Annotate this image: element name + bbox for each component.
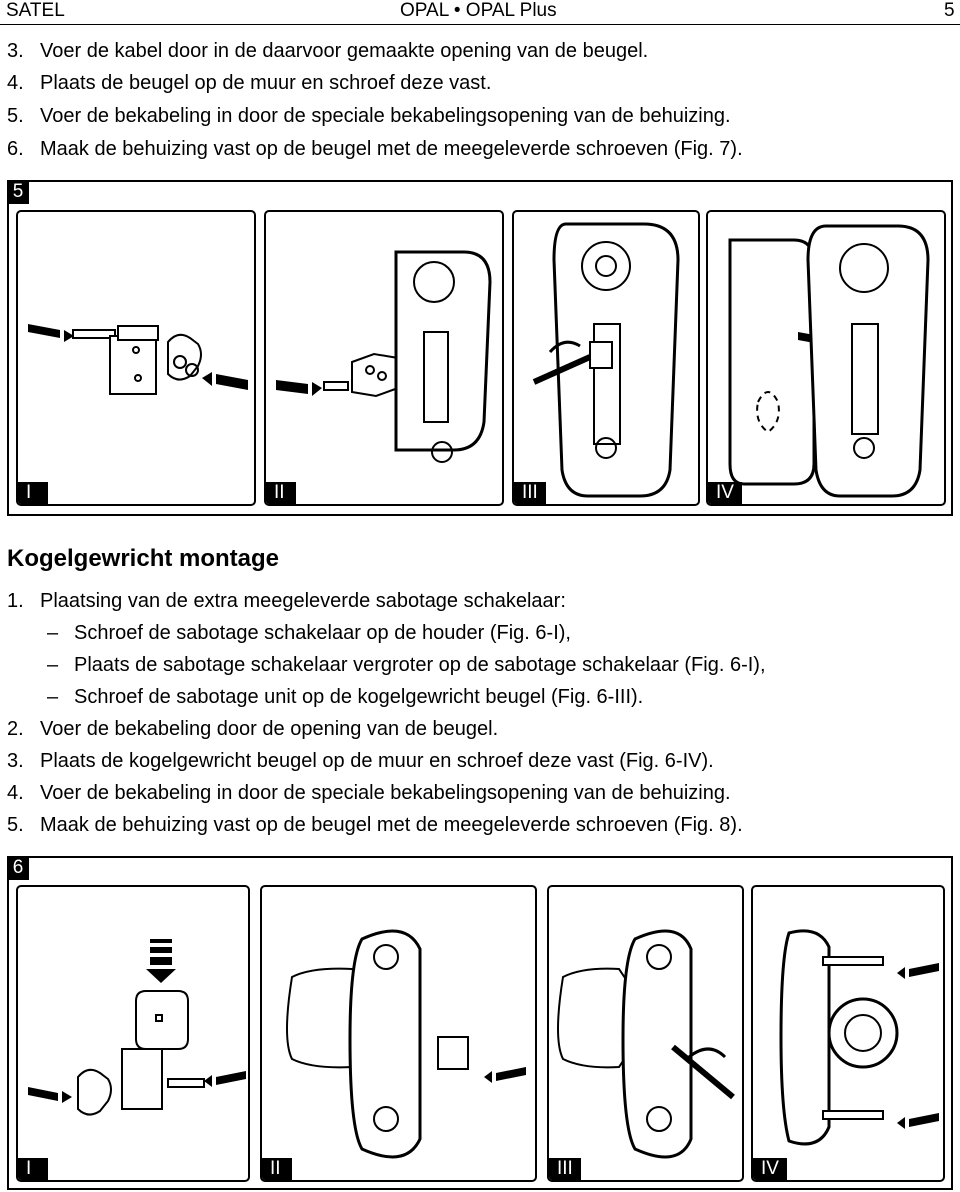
panel-label: IV (708, 482, 742, 504)
step-item: 5. Voer de bekabeling in door de speciale bekabelingsopening van de behuizing. (7, 105, 731, 127)
ball-joint-bracket-illustration (262, 887, 537, 1182)
step-item: 4. Voer de bekabeling in door de speciale bekabelingsopening van de behuizing. (7, 782, 731, 804)
brand-name: SATEL (6, 0, 65, 21)
panel-label: I (18, 1158, 48, 1180)
step-item: 3. Plaats de kogelgewricht beugel op de muur en schroef deze vast (Fig. 6-IV). (7, 750, 714, 772)
fig5-panel-1 (16, 210, 256, 506)
header-rule (0, 24, 960, 25)
product-name: OPAL • OPAL Plus (400, 0, 557, 21)
panel-label: III (549, 1158, 581, 1180)
step-item: 3. Voer de kabel door in de daarvoor gemaakte opening van de beugel. (7, 40, 649, 62)
panel-label: II (262, 1158, 292, 1180)
panel-label: I (18, 482, 48, 504)
step-item: 6. Maak de behuizing vast op de beugel met de meegeleverde schroeven (Fig. 7). (7, 138, 743, 160)
section-heading: Kogelgewricht montage (7, 545, 280, 572)
panel-label: II (266, 482, 296, 504)
bullet-item: – Plaats de sabotage schakelaar vergroter op de sabotage schakelaar (Fig. 6-I), (47, 654, 766, 676)
figure-6-tag: 6 (7, 856, 29, 880)
fig6-panel-4 (751, 885, 945, 1182)
wall-mount-illustration (753, 887, 945, 1182)
fig5-panel-4 (706, 210, 946, 506)
figure-5-tag: 5 (7, 180, 29, 204)
screwdriver-illustration (514, 212, 700, 506)
panel-label: III (514, 482, 546, 504)
bullet-item: – Schroef de sabotage unit op de kogelgewricht beugel (Fig. 6-III). (47, 686, 644, 708)
mount-tamper-illustration (266, 212, 504, 506)
page-header (0, 0, 960, 24)
screw-tamper-illustration (18, 212, 256, 506)
screw-tamper-unit-illustration (549, 887, 744, 1182)
step-item: 2. Voer de bekabeling door de opening van de beugel. (7, 718, 499, 740)
page-number: 5 (944, 0, 955, 21)
fig6-panel-3 (547, 885, 744, 1182)
bullet-item: – Schroef de sabotage schakelaar op de houder (Fig. 6-I), (47, 622, 571, 644)
step-item: 5. Maak de behuizing vast op de beugel met de meegeleverde schroeven (Fig. 8). (7, 814, 743, 836)
fig5-panel-3 (512, 210, 700, 506)
step-item: 4. Plaats de beugel op de muur en schroef deze vast. (7, 72, 492, 94)
step-item: 1. Plaatsing van de extra meegeleverde sabotage schakelaar: (7, 590, 566, 612)
fig6-panel-2 (260, 885, 537, 1182)
fig6-panel-1 (16, 885, 250, 1182)
fig5-panel-2 (264, 210, 504, 506)
housing-mount-illustration (708, 212, 946, 506)
panel-label: IV (753, 1158, 787, 1180)
tamper-enlarger-illustration (18, 887, 250, 1182)
